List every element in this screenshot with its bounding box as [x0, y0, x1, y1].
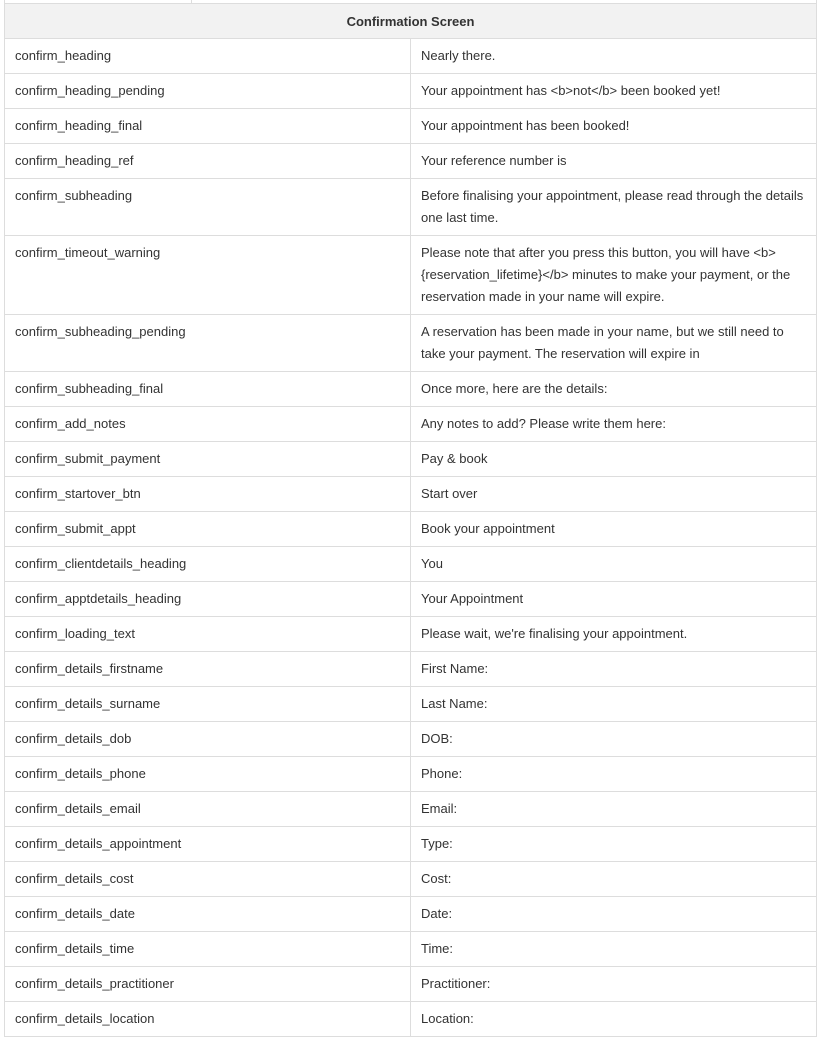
table-row — [5, 39, 817, 74]
string-key-cell: confirm_subheading_final — [5, 372, 411, 407]
table-row — [5, 862, 817, 897]
table-row — [5, 547, 817, 582]
string-value-cell: Type: — [411, 827, 817, 862]
table-row — [5, 932, 817, 967]
table-row — [5, 827, 817, 862]
table-row — [5, 582, 817, 617]
string-value-cell: Practitioner: — [411, 967, 817, 1002]
string-value-cell: Phone: — [411, 757, 817, 792]
string-value-cell: Pay & book — [411, 442, 817, 477]
string-key-cell: confirm_details_surname — [5, 687, 411, 722]
string-value-cell: First Name: — [411, 652, 817, 687]
string-key-cell: confirm_heading_pending — [5, 74, 411, 109]
string-key-cell: confirm_add_notes — [5, 407, 411, 442]
string-key-cell: confirm_heading_final — [5, 109, 411, 144]
table-row — [5, 407, 817, 442]
string-key-cell: confirm_submit_payment — [5, 442, 411, 477]
string-key-cell: confirm_details_appointment — [5, 827, 411, 862]
string-value-cell: DOB: — [411, 722, 817, 757]
string-value-cell: Your appointment has been booked! — [411, 109, 817, 144]
string-value-cell: Your appointment has <b>not</b> been booked yet! — [411, 74, 817, 109]
table-row — [5, 442, 817, 477]
string-value-cell: Date: — [411, 897, 817, 932]
string-key-cell: confirm_subheading_pending — [5, 315, 411, 372]
string-value-cell: Your Appointment — [411, 582, 817, 617]
string-key-cell: confirm_loading_text — [5, 617, 411, 652]
section-header-row — [5, 4, 817, 39]
string-value-cell: Cost: — [411, 862, 817, 897]
table-row — [5, 1002, 817, 1037]
string-value-cell: Your reference number is — [411, 144, 817, 179]
table-row — [5, 617, 817, 652]
string-key-cell: confirm_details_dob — [5, 722, 411, 757]
table-row — [5, 652, 817, 687]
table-row — [5, 315, 817, 372]
string-key-cell: confirm_details_phone — [5, 757, 411, 792]
string-value-cell: Nearly there. — [411, 39, 817, 74]
table-row — [5, 477, 817, 512]
table-row — [5, 74, 817, 109]
string-value-cell: Location: — [411, 1002, 817, 1037]
table-row — [5, 687, 817, 722]
table-row — [5, 792, 817, 827]
string-key-cell: confirm_startover_btn — [5, 477, 411, 512]
string-value-cell: Please wait, we're finalising your appointment. — [411, 617, 817, 652]
string-value-cell: Time: — [411, 932, 817, 967]
string-value-cell: Please note that after you press this button, you will have <b>{reservation_lifetime}</b> minutes to make your payment, or the reservation made in your name will expire. — [411, 236, 817, 315]
string-key-cell: confirm_details_time — [5, 932, 411, 967]
string-value-cell: Any notes to add? Please write them here: — [411, 407, 817, 442]
section-title: Confirmation Screen — [5, 4, 817, 39]
string-key-cell: confirm_heading — [5, 39, 411, 74]
string-value-cell: Once more, here are the details: — [411, 372, 817, 407]
string-value-cell: A reservation has been made in your name, but we still need to take your payment. The reservation will expire in — [411, 315, 817, 372]
table-row — [5, 757, 817, 792]
table-row — [5, 144, 817, 179]
strings-table-body — [5, 39, 817, 1037]
string-value-cell: Last Name: — [411, 687, 817, 722]
table-row — [5, 897, 817, 932]
string-value-cell: Start over — [411, 477, 817, 512]
string-value-cell: Book your appointment — [411, 512, 817, 547]
table-row — [5, 372, 817, 407]
table-row — [5, 967, 817, 1002]
string-value-cell: Before finalising your appointment, please read through the details one last time. — [411, 179, 817, 236]
table-row — [5, 512, 817, 547]
string-key-cell: confirm_clientdetails_heading — [5, 547, 411, 582]
strings-table — [4, 3, 817, 1037]
string-key-cell: confirm_apptdetails_heading — [5, 582, 411, 617]
string-key-cell: confirm_details_practitioner — [5, 967, 411, 1002]
table-row — [5, 722, 817, 757]
string-key-cell: confirm_timeout_warning — [5, 236, 411, 315]
string-value-cell: You — [411, 547, 817, 582]
string-key-cell: confirm_details_location — [5, 1002, 411, 1037]
string-key-cell: confirm_submit_appt — [5, 512, 411, 547]
string-key-cell: confirm_heading_ref — [5, 144, 411, 179]
string-key-cell: confirm_details_cost — [5, 862, 411, 897]
string-key-cell: confirm_details_email — [5, 792, 411, 827]
table-row — [5, 109, 817, 144]
string-value-cell: Email: — [411, 792, 817, 827]
string-key-cell: confirm_subheading — [5, 179, 411, 236]
string-key-cell: confirm_details_firstname — [5, 652, 411, 687]
table-row — [5, 179, 817, 236]
table-row — [5, 236, 817, 315]
string-key-cell: confirm_details_date — [5, 897, 411, 932]
